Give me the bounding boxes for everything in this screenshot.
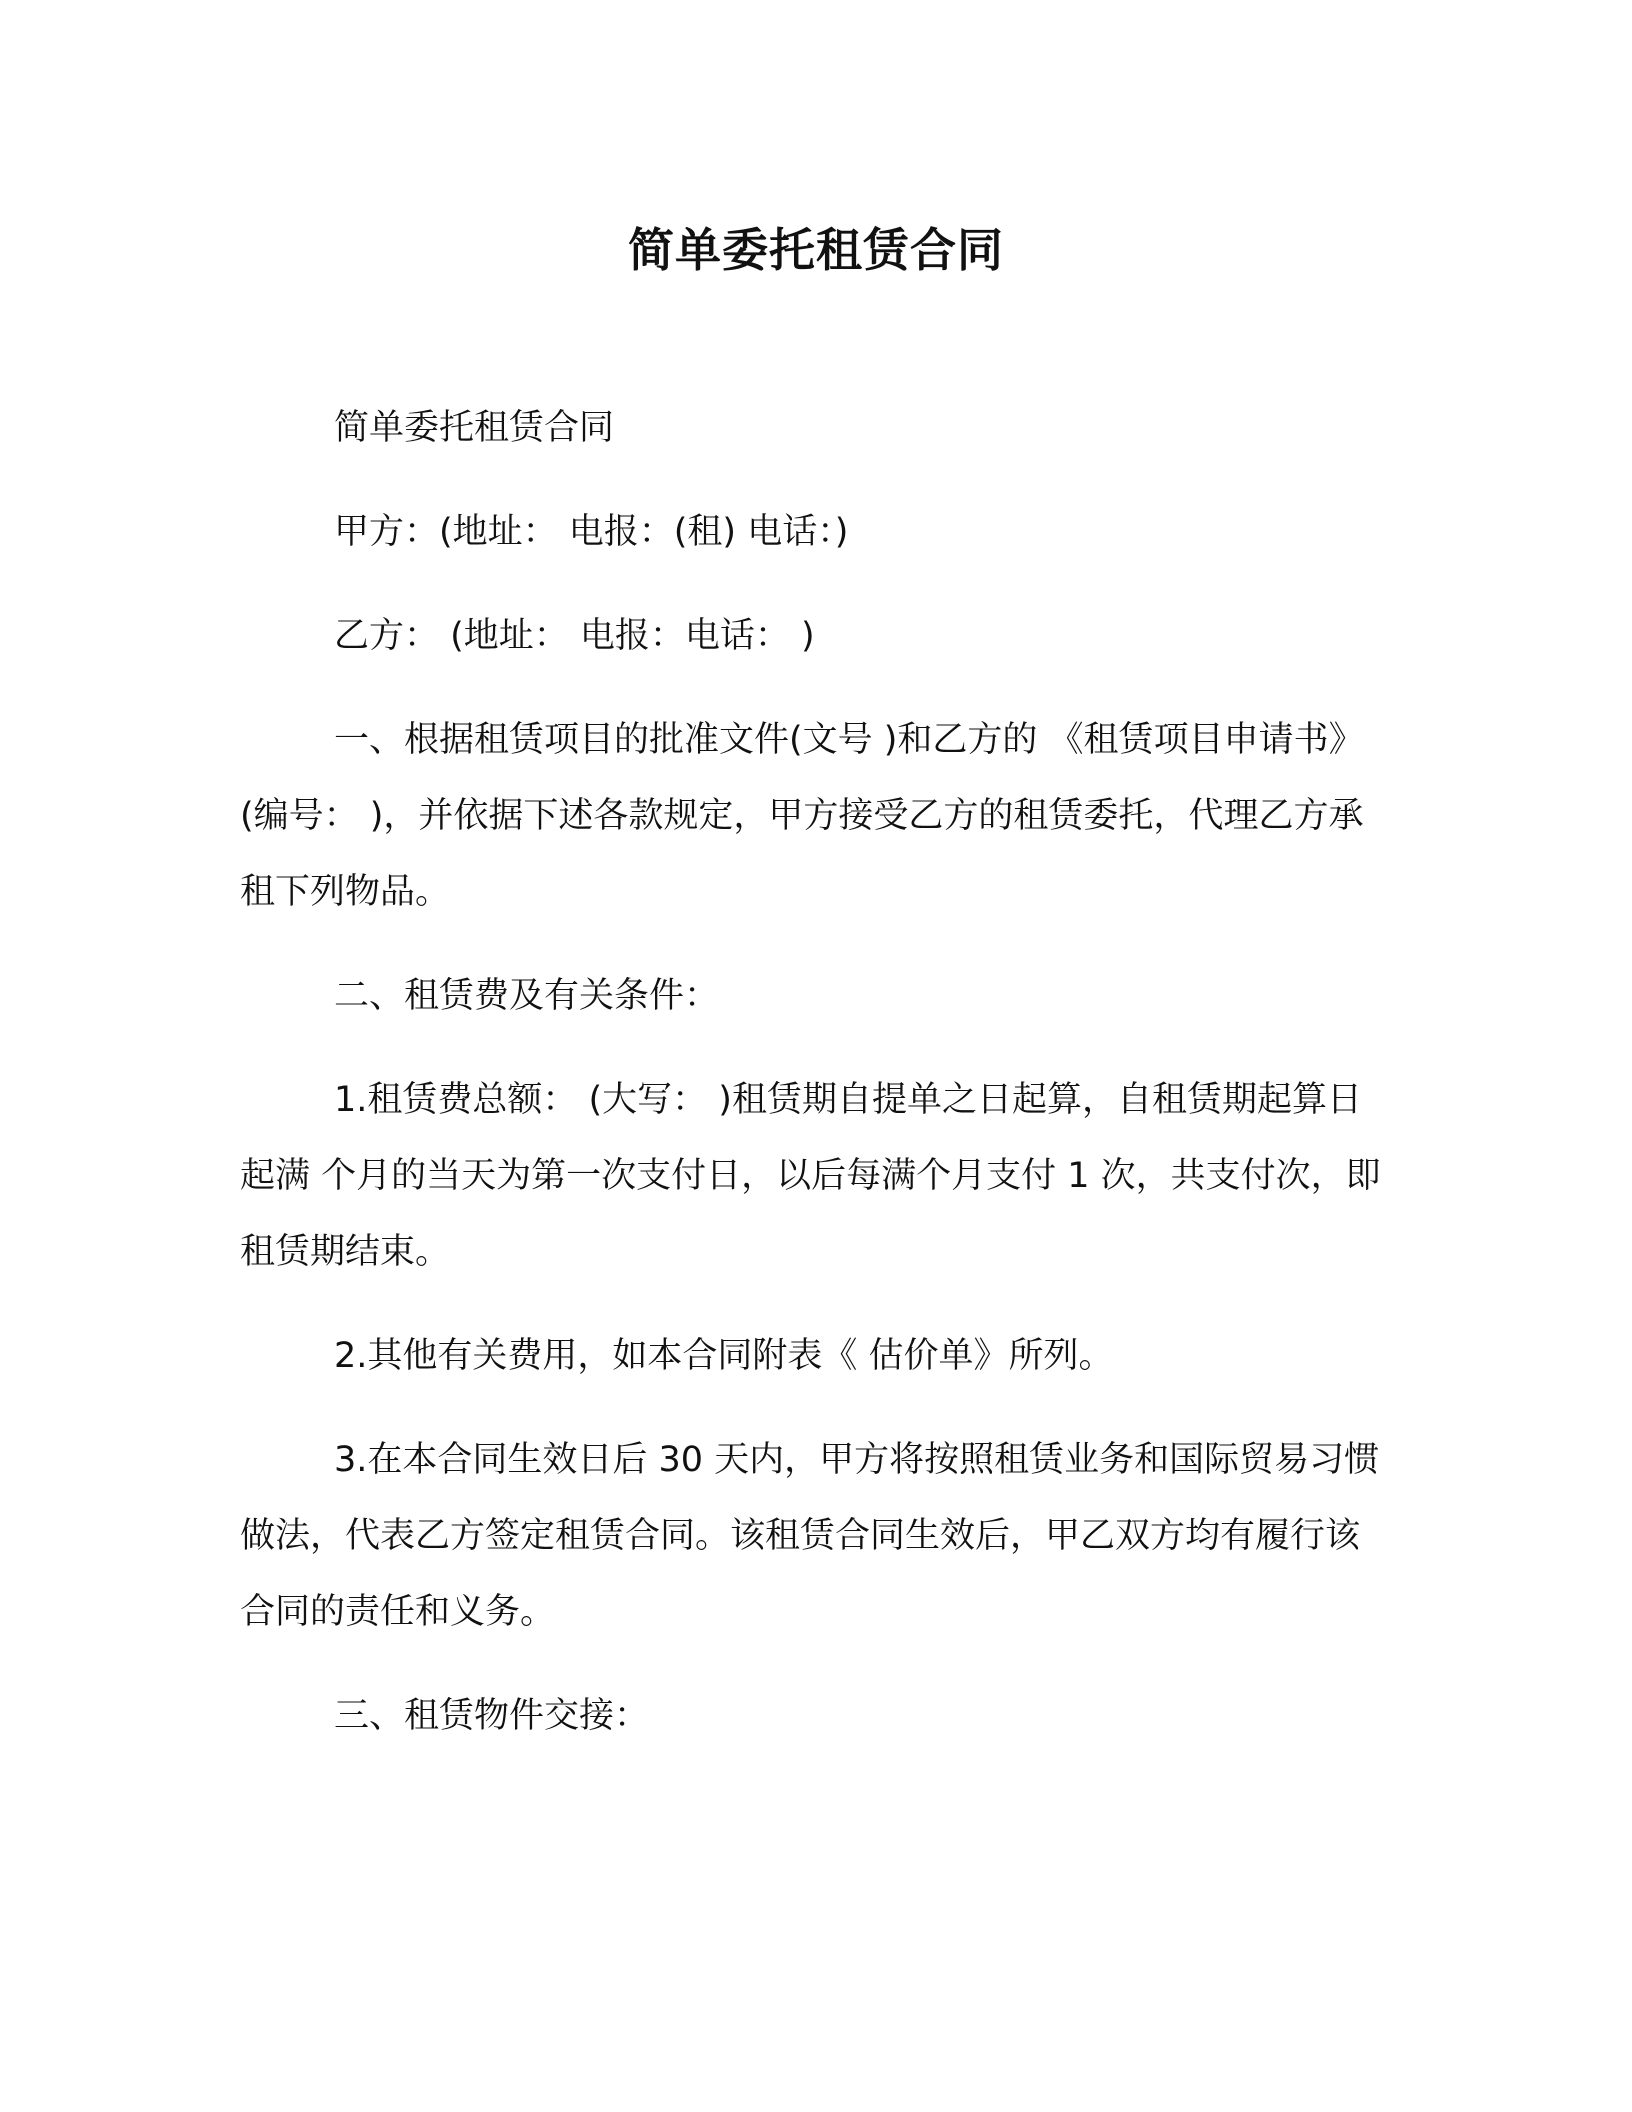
paragraph-clause-2-heading: 二、租赁费及有关条件： <box>334 976 720 1016</box>
paragraph-clause-2-item-2: 2.其他有关费用，如本合同附表《 估价单》所列。 <box>334 1336 1114 1376</box>
paragraph-clause-2-item-1: 1.租赁费总额： (大写： )租赁期自提单之日起算，自租赁期起算日起满 个月的当天为第一次支付日，以后每满个月支付 1 次，共支付次，即租赁期结束。 <box>240 1080 1381 1272</box>
paragraph-clause-3-heading: 三、租赁物件交接： <box>334 1696 650 1736</box>
paragraph-party-a: 甲方：(地址： 电报：(租) 电话：) <box>334 512 849 552</box>
paragraph-subtitle: 简单委托租赁合同 <box>334 408 615 448</box>
paragraph-clause-1: 一、根据租赁项目的批准文件(文号 )和乙方的 《租赁项目申请书》(编号： )，并依据下述各款规定，甲方接受乙方的租赁委托，代理乙方承租下列物品。 <box>240 720 1364 912</box>
document-title: 简单委托租赁合同 <box>628 223 1004 277</box>
paragraph-clause-2-item-3: 3.在本合同生效日后 30 天内，甲方将按照租赁业务和国际贸易习惯做法，代表乙方签定租赁合同。该租赁合同生效后，甲乙双方均有履行该合同的责任和义务。 <box>240 1440 1380 1632</box>
paragraph-party-b: 乙方： (地址： 电报：电话： ) <box>334 616 815 656</box>
document-body <box>240 390 1390 1782</box>
